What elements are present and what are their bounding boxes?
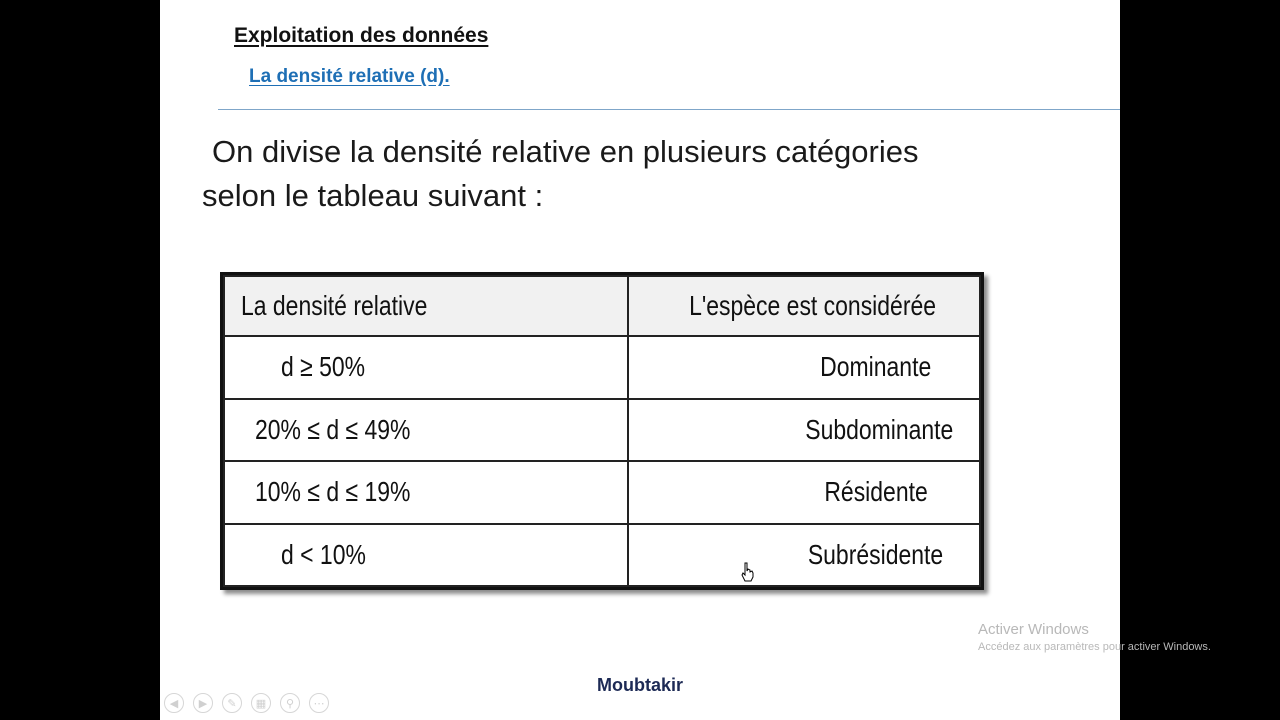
slide-subtitle: La densité relative (d). [249,66,450,87]
table-cell-condition [224,461,628,524]
table-cell-category [628,336,980,399]
table-cell-category [628,524,980,587]
header-label-density: La densité relative [241,290,428,321]
table-row [224,399,980,462]
condition-text: 20% ≤ d ≤ 49% [255,413,411,445]
category-text: Résidente [824,476,928,508]
presentation-slide [160,0,1211,720]
hand-cursor-icon [741,562,755,582]
condition-text: 10% ≤ d ≤ 19% [255,476,411,508]
table-row [224,336,980,399]
previous-icon[interactable]: ◀ [164,693,184,713]
zoom-icon[interactable]: ⚲ [280,693,300,713]
category-text: Subrésidente [808,538,944,570]
table-cell-condition [224,399,628,462]
next-icon[interactable]: ▶ [193,693,213,713]
slideshow-toolbar [164,693,329,713]
table-row [224,461,980,524]
table-cell-category [628,461,980,524]
watermark-subtitle: Accédez aux paramètres pour activer Windows. [978,641,1211,653]
table-cell-category [628,399,980,462]
table-header-cell [628,276,980,336]
header-label-category: L'espèce est considérée [688,290,936,321]
table-cell-condition [224,524,628,587]
body-line-1: On divise la densité relative en plusieurs catégories [212,134,919,169]
density-table [220,272,984,590]
pen-icon[interactable]: ✎ [222,693,242,713]
slides-icon[interactable]: ▦ [251,693,271,713]
body-paragraph [202,130,1082,218]
body-line-2: selon le tableau suivant : [202,178,544,213]
table-cell-condition [224,336,628,399]
watermark-title: Activer Windows [978,621,1089,638]
table-row [224,524,980,587]
condition-text: d ≥ 50% [281,351,366,383]
header-divider [218,109,1120,110]
category-text: Subdominante [805,413,954,445]
condition-text: d < 10% [281,538,366,570]
section-title: Exploitation des données [234,24,489,47]
activation-watermark [978,621,1211,653]
more-icon[interactable]: ⋯ [309,693,329,713]
table-header-row [224,276,980,336]
author-name: Moubtakir [596,675,683,695]
table-header-cell [224,276,628,336]
category-text: Dominante [820,351,932,383]
